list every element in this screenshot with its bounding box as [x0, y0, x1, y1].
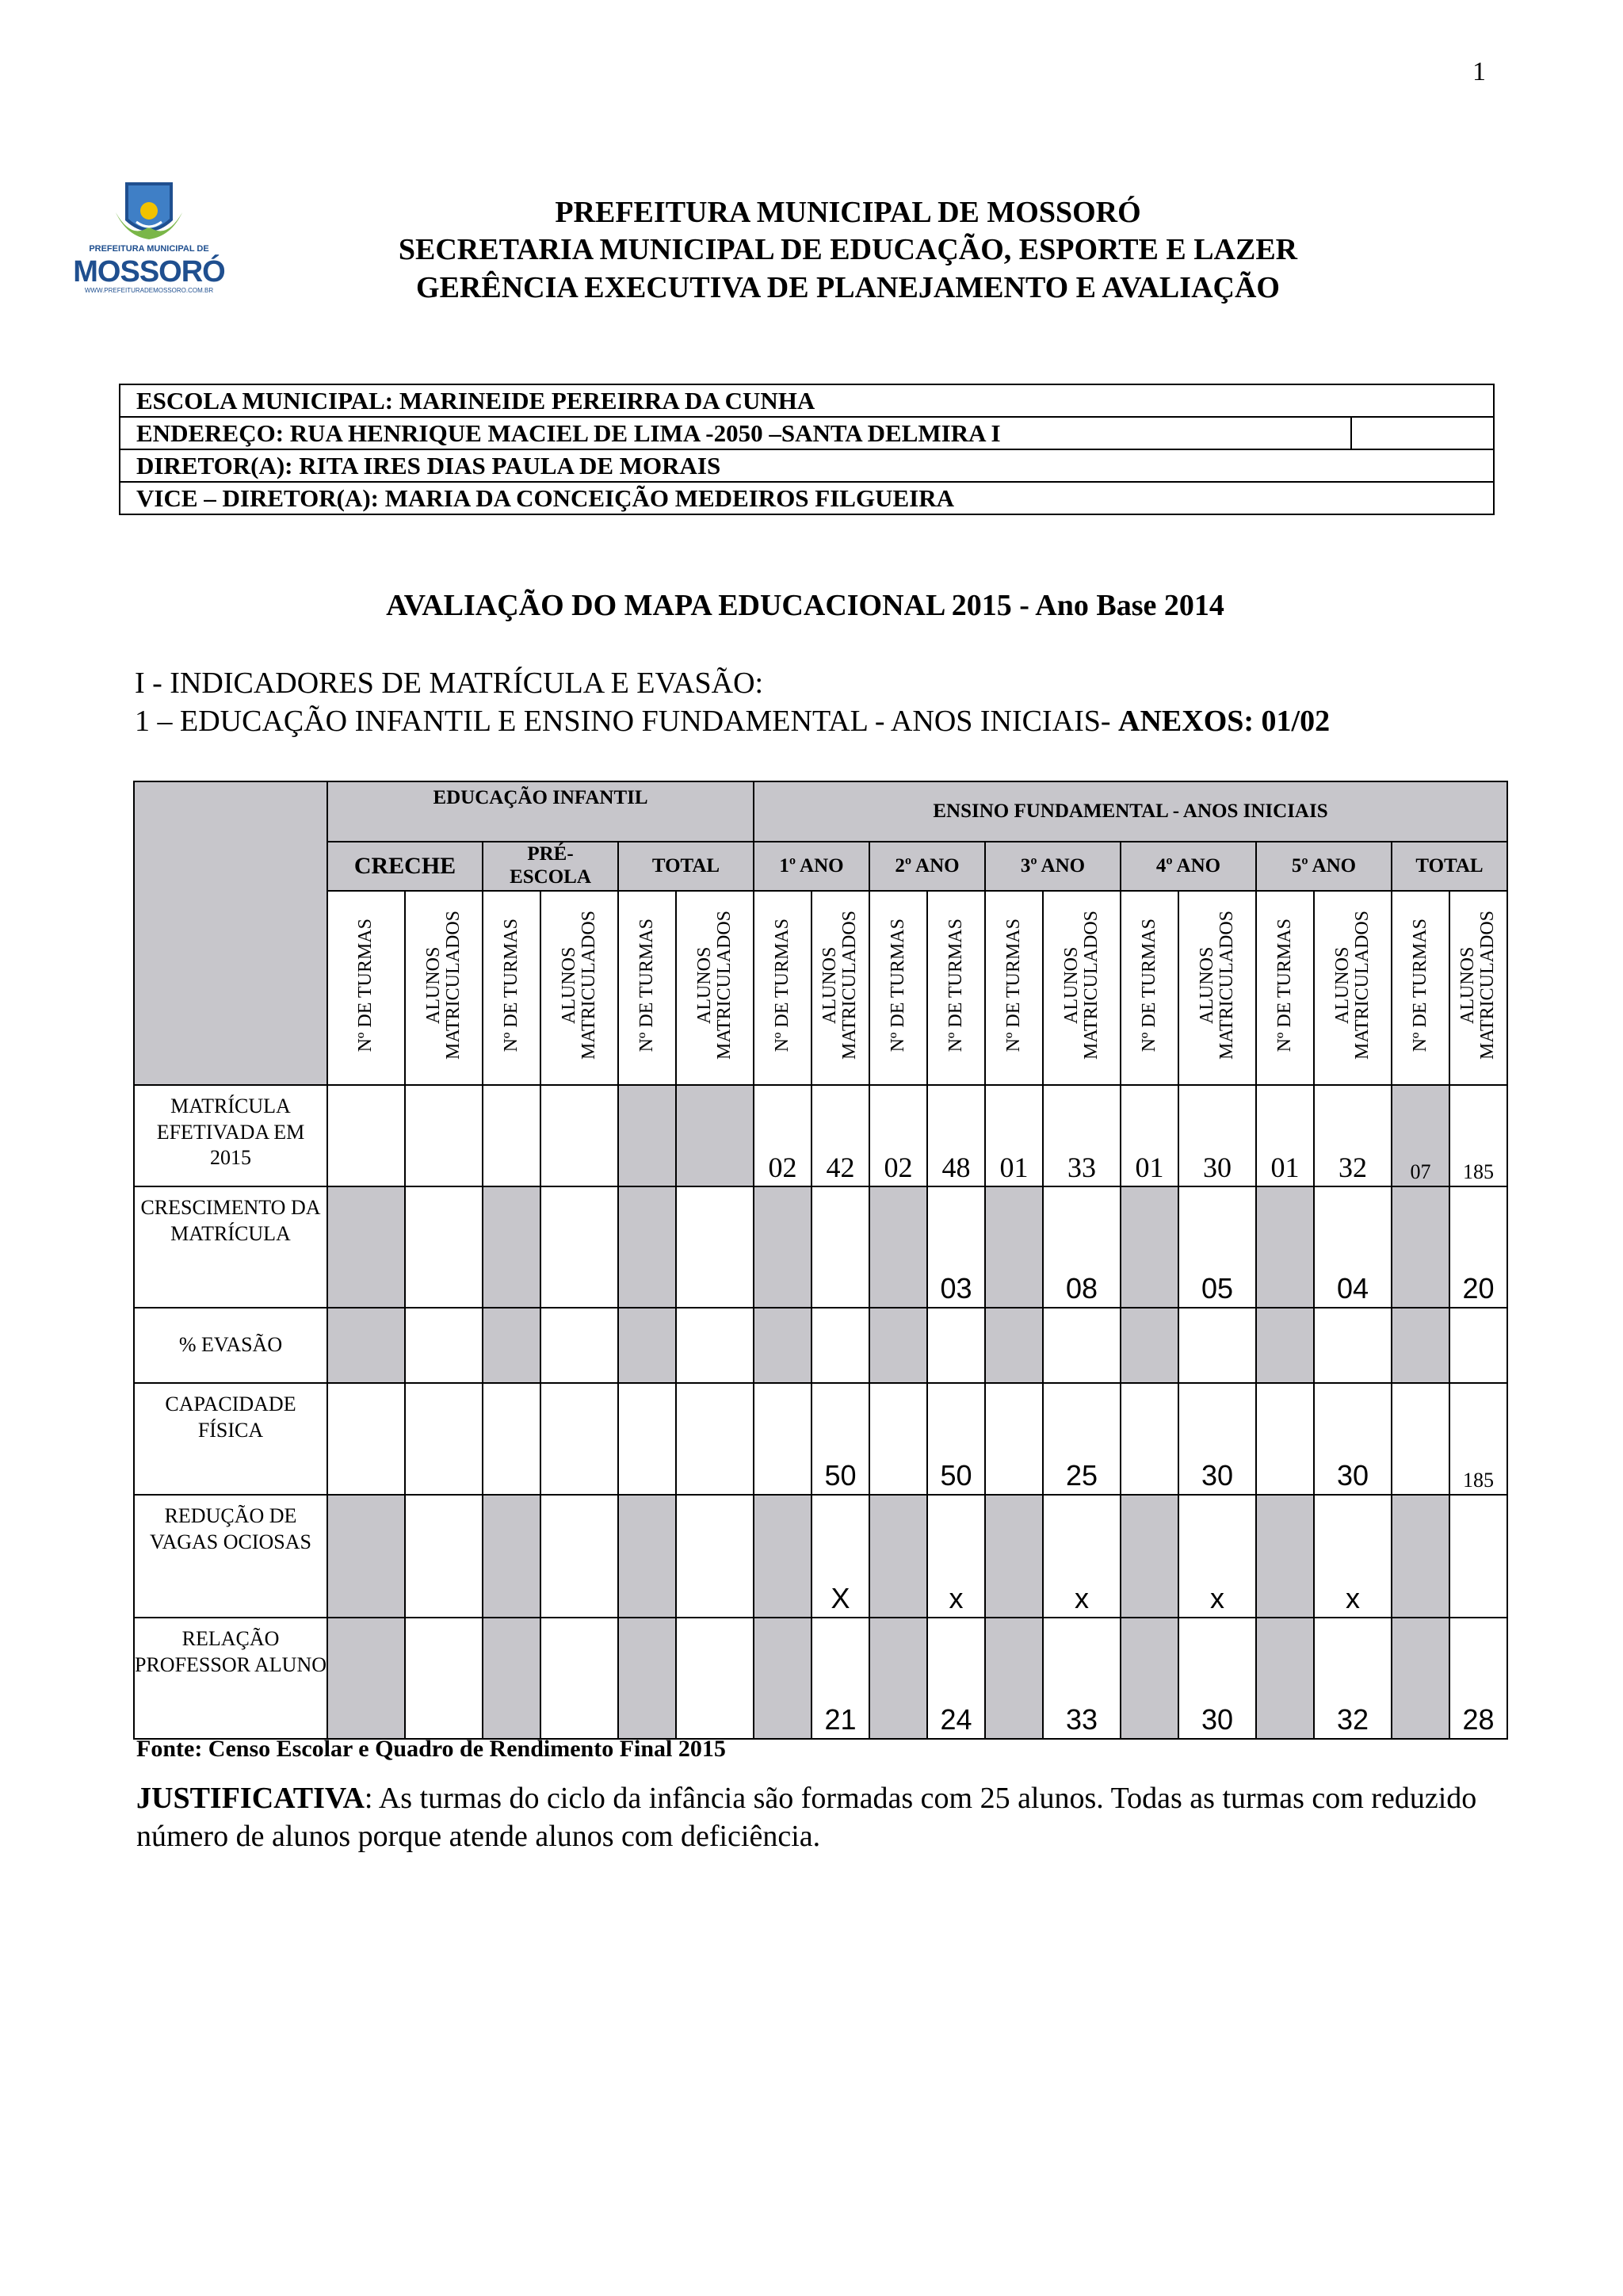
cell-value: 50: [812, 1383, 869, 1495]
col-header-turmas: Nº DE TURMAS: [483, 891, 540, 1085]
cell-value: 28: [1449, 1618, 1507, 1739]
row-capacidade: [134, 1383, 1507, 1495]
cell-value: 05: [1178, 1186, 1256, 1308]
cell-value: 20: [1449, 1186, 1507, 1308]
row-label-relacao: RELAÇÃO PROFESSOR ALUNO: [134, 1618, 327, 1739]
cell-empty: [327, 1085, 405, 1186]
page-number: 1: [1472, 57, 1486, 86]
sub-total-infantil: TOTAL: [618, 842, 754, 891]
cell-value: x: [1043, 1495, 1121, 1618]
cell-value: 30: [1178, 1383, 1256, 1495]
col-header-turmas: Nº DE TURMAS: [1392, 891, 1449, 1085]
cell-value: 01: [1256, 1085, 1314, 1186]
cell-value: 33: [1043, 1085, 1121, 1186]
cell-value: 32: [1314, 1618, 1392, 1739]
col-header-alunos: ALUNOS MATRICULADOS: [676, 891, 754, 1085]
header-line-3: GERÊNCIA EXECUTIVA DE PLANEJAMENTO E AVALIAÇÃO: [416, 271, 1280, 304]
col-header-turmas: Nº DE TURMAS: [1121, 891, 1178, 1085]
cell-empty: [540, 1085, 618, 1186]
col-header-alunos: ALUNOS MATRICULADOS: [405, 891, 483, 1085]
school-address: ENDEREÇO: RUA HENRIQUE MACIEL DE LIMA -2050 –SANTA DELMIRA I: [136, 419, 1001, 447]
group-ensino-fundamental: ENSINO FUNDAMENTAL - ANOS INICIAIS: [754, 781, 1507, 842]
anexos-label: ANEXOS: 01/02: [1118, 705, 1331, 738]
row-label-reducao: REDUÇÃO DE VAGAS OCIOSAS: [134, 1495, 327, 1618]
school-director: DIRETOR(A): RITA IRES DIAS PAULA DE MORAIS: [120, 450, 1493, 483]
cell-value: 50: [927, 1383, 985, 1495]
justification-paragraph: [136, 1779, 1499, 1855]
section-heading: I - INDICADORES DE MATRÍCULA E EVASÃO:: [135, 667, 764, 700]
cell-value: 30: [1178, 1618, 1256, 1739]
page-title: AVALIAÇÃO DO MAPA EDUCACIONAL 2015 - Ano Base 2014: [386, 589, 1224, 622]
col-header-turmas: Nº DE TURMAS: [869, 891, 927, 1085]
cell-value: 21: [812, 1618, 869, 1739]
cell-value: 30: [1178, 1085, 1256, 1186]
logo-city-name: MOSSORÓ: [73, 255, 225, 288]
cell-value: X: [812, 1495, 869, 1618]
header-line-1: PREFEITURA MUNICIPAL DE MOSSORÓ: [555, 196, 1141, 229]
sub-3-ano: 3º ANO: [985, 842, 1121, 891]
cell-value: 07: [1392, 1085, 1449, 1186]
row-matricula: [134, 1085, 1507, 1186]
cell-value: 25: [1043, 1383, 1121, 1495]
col-header-alunos: ALUNOS MATRICULADOS: [1178, 891, 1256, 1085]
col-header-turmas: Nº DE TURMAS: [927, 891, 985, 1085]
enrollment-table: [133, 781, 1508, 1740]
school-address-row: [120, 418, 1493, 450]
cell-value: 185: [1449, 1383, 1507, 1495]
logo-url: WWW.PREFEITURADEMOSSORO.COM.BR: [84, 287, 214, 294]
cell-value: 33: [1043, 1618, 1121, 1739]
school-info-box: [119, 384, 1495, 515]
cell-empty: [676, 1085, 754, 1186]
row-crescimento: [134, 1186, 1507, 1308]
source-note: Fonte: Censo Escolar e Quadro de Rendimento Final 2015: [136, 1736, 726, 1762]
cell-value: 01: [1121, 1085, 1178, 1186]
cell-empty: [405, 1085, 483, 1186]
col-header-alunos: ALUNOS MATRICULADOS: [540, 891, 618, 1085]
col-header-alunos: ALUNOS MATRICULADOS: [1043, 891, 1121, 1085]
col-header-alunos: ALUNOS MATRICULADOS: [1314, 891, 1392, 1085]
cell-value: 30: [1314, 1383, 1392, 1495]
cell-value: 04: [1314, 1186, 1392, 1308]
sub-pre-escola: PRÉ- ESCOLA: [483, 842, 618, 891]
blank-cell: [1350, 418, 1493, 449]
sub-2-ano: 2º ANO: [869, 842, 985, 891]
row-label-crescimento: CRESCIMENTO DA MATRÍCULA: [134, 1186, 327, 1308]
row-reducao: [134, 1495, 1507, 1618]
row-label-capacidade: CAPACIDADE FÍSICA: [134, 1383, 327, 1495]
col-header-turmas: Nº DE TURMAS: [618, 891, 676, 1085]
row-evasao: [134, 1308, 1507, 1383]
cell-value: 48: [927, 1085, 985, 1186]
group-educacao-infantil: EDUCAÇÃO INFANTIL: [327, 781, 754, 842]
col-header-alunos: ALUNOS MATRICULADOS: [1449, 891, 1507, 1085]
cell-value: 32: [1314, 1085, 1392, 1186]
row-label-matricula: MATRÍCULA EFETIVADA EM 2015: [134, 1085, 327, 1186]
col-header-turmas: Nº DE TURMAS: [327, 891, 405, 1085]
cell-value: 02: [754, 1085, 812, 1186]
col-header-alunos: ALUNOS MATRICULADOS: [812, 891, 869, 1085]
justification-label: JUSTIFICATIVA: [136, 1782, 365, 1815]
school-vice-director: VICE – DIRETOR(A): MARIA DA CONCEIÇÃO MEDEIROS FILGUEIRA: [136, 484, 954, 512]
cell-value: x: [1178, 1495, 1256, 1618]
row-relacao: [134, 1618, 1507, 1739]
school-name: ESCOLA MUNICIPAL: MARINEIDE PEREIRRA DA CUNHA: [120, 385, 1493, 418]
header-line-2: SECRETARIA MUNICIPAL DE EDUCAÇÃO, ESPORTE E LAZER: [398, 233, 1298, 266]
cell-value: x: [927, 1495, 985, 1618]
sub-creche: CRECHE: [327, 842, 483, 891]
cell-empty: [483, 1085, 540, 1186]
cell-value: 03: [927, 1186, 985, 1308]
sub-1-ano: 1º ANO: [754, 842, 869, 891]
col-header-turmas: Nº DE TURMAS: [1256, 891, 1314, 1085]
sub-5-ano: 5º ANO: [1256, 842, 1392, 891]
col-header-turmas: Nº DE TURMAS: [985, 891, 1043, 1085]
cell-empty: [618, 1085, 676, 1186]
sub-4-ano: 4º ANO: [1121, 842, 1256, 891]
cell-value: x: [1314, 1495, 1392, 1618]
sub-total-fund: TOTAL: [1392, 842, 1507, 891]
cell-value: 01: [985, 1085, 1043, 1186]
logo-caption: PREFEITURA MUNICIPAL DE: [89, 244, 209, 254]
cell-value: 24: [927, 1618, 985, 1739]
cell-value: 08: [1043, 1186, 1121, 1308]
cell-value: 42: [812, 1085, 869, 1186]
cell-value: 02: [869, 1085, 927, 1186]
section-subheading: 1 – EDUCAÇÃO INFANTIL E ENSINO FUNDAMENTAL - ANOS INICIAIS- ANEXOS: 01/02: [135, 705, 1331, 738]
corner-cell: [134, 781, 327, 1085]
cell-value: 185: [1449, 1085, 1507, 1186]
col-header-turmas: Nº DE TURMAS: [754, 891, 812, 1085]
row-label-evasao: % EVASÃO: [134, 1308, 327, 1383]
justification-text: : As turmas do ciclo da infância são formadas com 25 alunos. Todas as turmas com reduzido número de alunos porque atende alunos com deficiência.: [136, 1782, 1477, 1853]
